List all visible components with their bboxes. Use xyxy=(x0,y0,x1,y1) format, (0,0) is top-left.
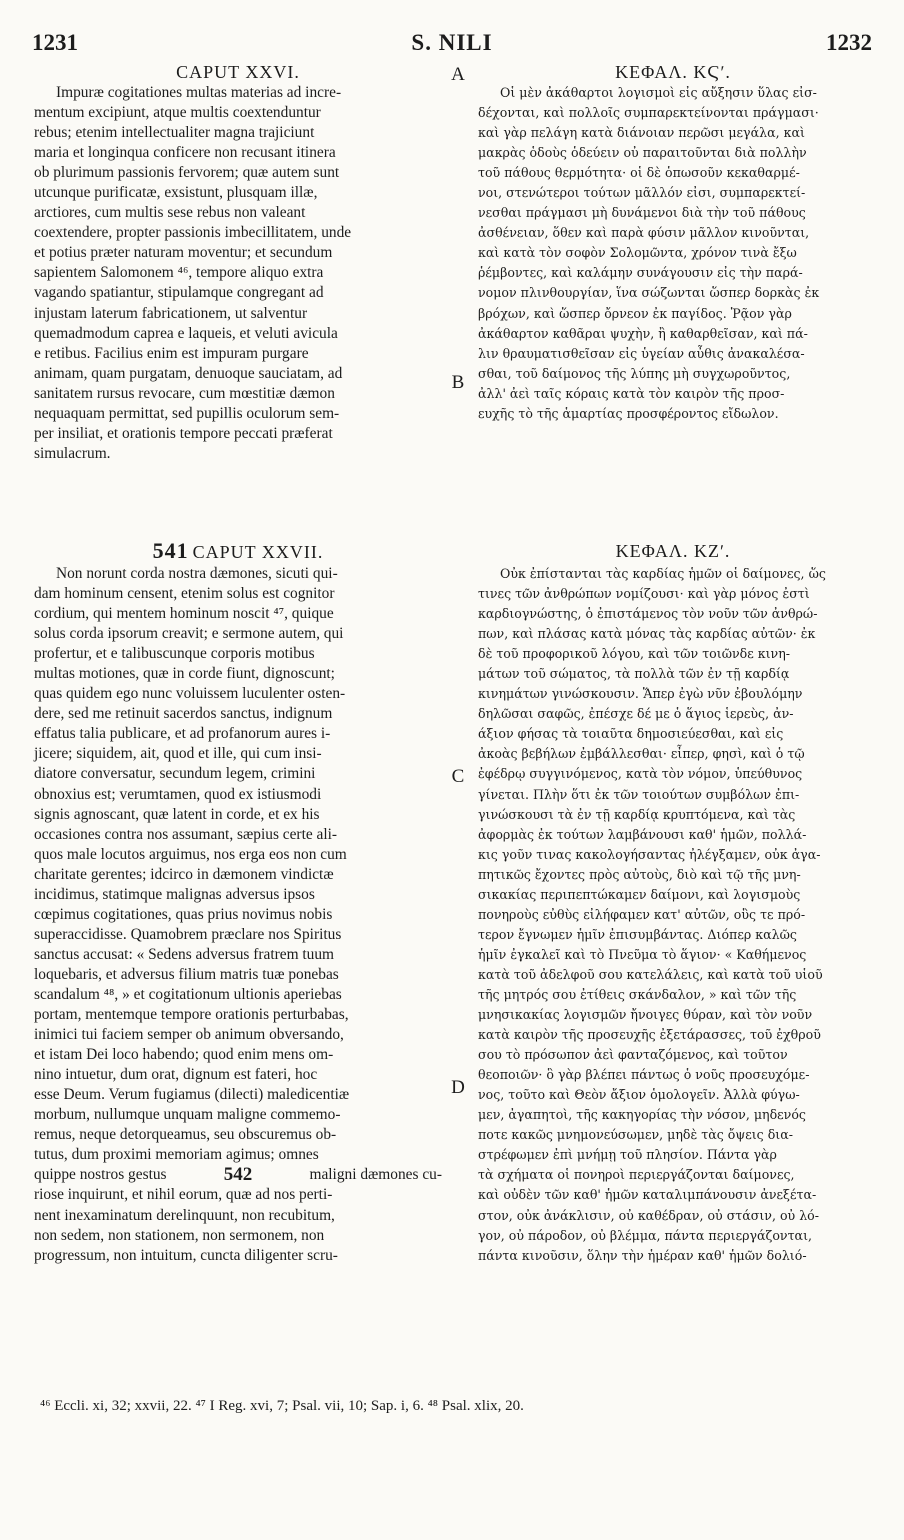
greek-ch27-line: άξιον φήσας τὰ τοιαῦτα δημοσιεύεσθαι, καὶ εἰς xyxy=(478,726,784,742)
latin-inline-column-line xyxy=(34,1165,442,1185)
latin-chapter-27-heading: CAPUT XXVII. xyxy=(192,542,324,562)
greek-ch26-line: Οἱ μὲν ἀκάθαρτοι λογισμοὶ εἰς αὔξησιν ὕλας εἰσ- xyxy=(500,85,817,100)
latin-ch26-line: coextendere, propter passionis imbecillitatem, unde xyxy=(34,224,352,242)
latin-ch26-line: simulacrum. xyxy=(34,444,111,462)
latin-ch26-line: sanitatem rursus revocare, cum mœstitiæ dæmon xyxy=(34,384,335,402)
latin-ch27-line: nent inexaminatum derelinquunt, non recubitum, xyxy=(34,1206,335,1224)
greek-ch26-line: ἀκάθαρτον καθᾶραι ψυχὴν, ἢ καθαρθεῖσαν, καὶ πά- xyxy=(478,325,808,341)
latin-ch26-line: per insiliat, et orationis tempore peccati præferat xyxy=(34,424,333,442)
greek-ch27-line: ἀφορμὰς ἐκ τούτων λαμβάνουσι καθ' ἡμῶν, πολλά- xyxy=(478,826,807,842)
latin-chapter-26 xyxy=(34,62,442,464)
latin-ch27-line: portam, mentemque tempore orationis perturbabas, xyxy=(34,1006,349,1024)
latin-ch27-line: quas quidem ego nunc voluissem luculenter osten- xyxy=(34,685,346,703)
greek-ch27-line: κατὰ τοῦ ἀδελφοῦ σου κατελάλεις, καὶ κατὰ τοῦ υἱοῦ xyxy=(478,966,823,982)
greek-ch27-line: καρδιογνώστης, ὁ ἐπιστάμενος τὸν νοῦν τῶν ἀνθρώ- xyxy=(478,606,818,622)
greek-ch26-line: μακρὰς ὁδοὺς ὁδεύειν οὐ παραιτοῦνται διὰ πολλὴν xyxy=(478,145,807,161)
latin-ch26-line: vagando spatiantur, stipulamque congregant ad xyxy=(34,284,324,302)
greek-ch26-line: ἀσθένειαν, ὅθεν καὶ παρὰ φύσιν μᾶλλον κινοῦνται, xyxy=(478,225,810,241)
latin-ch27-line: non sedem, non stationem, non sermonem, non xyxy=(34,1226,325,1244)
latin-ch27-line: sanctus accusat: « Sedens adversus fratrem tuum xyxy=(34,945,335,963)
greek-ch27-line: κατὰ καιρὸν τῆς προσευχῆς ἐξετάρασσες, τοῦ ἐχθροῦ xyxy=(478,1027,821,1043)
greek-ch27-line: ποτε κακῶς μνημονεύσωμεν, μηδὲ τὰς ὄψεις δια- xyxy=(478,1127,794,1143)
greek-ch27-line: ἐφέδρῳ συγγινόμενος, κατὰ τὸν νόμον, ὑπεύθυνος xyxy=(478,766,803,782)
latin-ch26-line: quemadmodum caprea e laqueis, et veluti avicula xyxy=(34,324,338,342)
latin-chapter-27-text xyxy=(34,564,442,1165)
greek-ch27-line: νος, τοῦτο καὶ Θεὸν ἄξιον ὁμολογεῖν. Ἀλλὰ φύγω- xyxy=(478,1087,800,1103)
footnotes: ⁴⁶ Eccli. xi, 32; xxvii, 22. ⁴⁷ I Reg. xvi, 7; Psal. vii, 10; Sap. i, 6. ⁴⁸ Psal. xlix, 20. xyxy=(40,1398,524,1414)
latin-ch27-line: riose inquirunt, et nihil eorum, quæ ad nos perti- xyxy=(34,1186,333,1204)
greek-ch27-line: σου τὸ πρόσωπον ἀεὶ φανταζόμενος, καὶ τοῦτον xyxy=(478,1047,788,1063)
latin-ch27-line: esse Deum. Verum fugiamus (dilecti) maledicentiæ xyxy=(34,1086,350,1104)
latin-ch27-line: Non norunt corda nostra dæmones, sicuti qui- xyxy=(56,565,338,582)
greek-chapter-26-text xyxy=(478,83,868,424)
latin-ch26-line: Impuræ cogitationes multas materias ad incre- xyxy=(56,84,342,101)
latin-ch27-line: superaccidisse. Quamobrem præclare nos Spiritus xyxy=(34,925,342,943)
latin-ch27-line: effatus talia publicare, et ad profanorum aures i- xyxy=(34,725,331,743)
greek-ch26-line: νεσθαι πράγμασι μὴ δυνάμενοι διὰ τὴν τοῦ πάθους xyxy=(478,205,806,221)
latin-ch27-line: cœpimus cogitationes, quas prius novimus nobis xyxy=(34,905,333,923)
greek-ch27-line: κινημάτων γινώσκουσιν. Ἅπερ ἐγὼ νῦν ἐβουλόμην xyxy=(478,686,803,702)
margin-letter-b: B xyxy=(451,372,465,393)
greek-ch27-line: τὰ σχήματα οἱ πονηροὶ περιεργάζονται δαίμονες, xyxy=(478,1167,795,1183)
latin-ch27-line: remus, neque detorqueamus, seu obscuremus ob- xyxy=(34,1126,337,1144)
greek-ch27-line: πάντα κινοῦσιν, ὅλην τὴν ἡμέραν καθ' ἡμῶν δολιό- xyxy=(478,1247,807,1263)
greek-ch26-line: τοῦ πάθους θερμότητα· οἱ δὲ ὁπωσοῦν κεκαθαρμέ- xyxy=(478,165,800,181)
latin-ch26-line: mentum excipiunt, atque multis coextenduntur xyxy=(34,104,321,122)
greek-ch26-line: ἀλλ' ἀεὶ ταῖς κόραις κατὰ τὸν καιρὸν τῆς προσ- xyxy=(478,385,785,401)
latin-ch26-line: nequaquam permittat, sed pupillis oculorum sem- xyxy=(34,404,340,422)
latin-ch27-line: jicere; siquidem, ait, quod et ille, qui cum insi- xyxy=(34,745,322,763)
latin-ch27-line: loquebaris, et adversus filium matris tuæ ponebas xyxy=(34,965,339,983)
latin-ch27-line: tutus, dum proximi memoriam agimus; omnes xyxy=(34,1146,319,1164)
latin-ch27-line: quos male locutos arguimus, nos erga eos non cum xyxy=(34,845,347,863)
latin-ch27-line: cordium, qui mentem hominum noscit ⁴⁷, quique xyxy=(34,605,334,623)
latin-ch27-line: nino intuetur, dum orat, dignum est fateri, hoc xyxy=(34,1066,318,1084)
latin-ch27-line: signis agnoscant, quæ latent in corde, et ex his xyxy=(34,805,320,823)
greek-ch27-line: στρέφωμεν ἐπὶ μνήμῃ τοῦ πλησίον. Πάντα γὰρ xyxy=(478,1147,777,1163)
margin-letter-c: C xyxy=(451,766,465,787)
latin-ch27-line: progressum, non intuitum, cuncta diligenter scru- xyxy=(34,1246,338,1264)
greek-chapter-27-heading: ΚΕΦΑΛ. ΚΖʹ. xyxy=(615,541,731,561)
greek-ch26-line: σθαι, τοῦ δαίμονος τῆς λύπης μὴ συγχωροῦντος, xyxy=(478,365,791,381)
column-number-541: 541 xyxy=(152,538,189,563)
latin-ch26-line: rebus; etenim intellectualiter magna trajiciunt xyxy=(34,124,315,142)
latin-ch27-line: obnoxius est; verumtamen, quod ex istiusmodi xyxy=(34,785,322,803)
greek-ch27-line: γινώσκουσι τὰ ἐν τῇ καρδίᾳ κρυπτόμενα, καὶ τὰς xyxy=(478,806,796,822)
greek-ch27-line: μεν, ἀγαπητοὶ, τῆς κακηγορίας τὴν νόσον, μηδενός xyxy=(478,1107,806,1123)
greek-ch26-line: λιν θραυματισθεῖσαν εἰς ὑγείαν αὖθις ἀνακαλέσα- xyxy=(478,345,805,361)
latin-ch27-line: multas motiones, quæ in corde fiunt, dignoscunt; xyxy=(34,665,335,683)
greek-ch26-line: καὶ κατὰ τὸν σοφὸν Σολομῶντα, χρόνον τινὰ ἔξω xyxy=(478,245,797,261)
page-header xyxy=(32,30,872,58)
latin-ch26-line: arctiores, cum multis sese rebus non valeant xyxy=(34,204,306,222)
latin-ch26-line: ob plurimum passionis fervorem; quæ autem sunt xyxy=(34,164,340,182)
latin-ch27-line: incidimus, statimque malignas adversus ipsos xyxy=(34,885,315,903)
latin-ch26-line: utcunque purificatæ, exsistunt, plusquam illæ, xyxy=(34,184,318,202)
latin-line-before-number: quippe nostros gestus xyxy=(34,1166,167,1184)
latin-ch27-line: charitate gerentes; idcirco in dæmonem vindictæ xyxy=(34,865,334,883)
greek-ch27-line: θεοποιῶν· ὃ γὰρ βλέπει πάντως ὁ νοῦς προσευχόμε- xyxy=(478,1067,810,1083)
greek-chapter-27 xyxy=(478,538,868,1266)
greek-ch27-line: σικακίας περιπεπτώκαμεν δαίμονι, καὶ λογισμοὺς xyxy=(478,886,801,902)
greek-ch27-line: κις γοῦν τινας κακολογήσαντας ἠλέγξαμεν, οὐκ ἀγα- xyxy=(478,846,821,862)
latin-ch26-line: et potius præter naturam moventur; et secundum xyxy=(34,244,333,262)
latin-ch27-line: scandalum ⁴⁸, » et cogitationum ultionis aperiebas xyxy=(34,985,342,1003)
latin-ch26-line: injustam laterum fabricationem, ut salventur xyxy=(34,304,308,322)
greek-ch26-line: βρόχων, καὶ ὥσπερ ὄρνεον ἐκ παγίδος. Ῥᾷον γὰρ xyxy=(478,305,792,321)
greek-ch27-line: γον, οὐ πάροδον, οὐ βλέμμα, πάντα περιεργάζονται, xyxy=(478,1227,813,1243)
greek-ch27-line: ἀκοὰς βεβήλων ἐμβάλλεσθαι· εἶπερ, φησὶ, καὶ ὁ τῷ xyxy=(478,746,805,762)
greek-chapter-26 xyxy=(478,62,868,424)
greek-ch27-line: μάτων τοῦ σώματος, τὰ πολλὰ τῶν ἐν τῇ καρδίᾳ xyxy=(478,666,790,682)
latin-line-after-number: maligni dæmones cu- xyxy=(309,1166,442,1184)
greek-ch27-line: πονηροὺς εὐθὺς εἰλήφαμεν κατ' αὐτῶν, οὓς τε πρό- xyxy=(478,906,806,922)
latin-chapter-27 xyxy=(34,538,442,1266)
greek-ch27-line: γίνεται. Πλὴν ὅτι ἐκ τῶν τοιούτων συμβόλων ἐπι- xyxy=(478,786,800,802)
greek-ch27-line: πων, καὶ πλάσας κατὰ μόνας τὰς καρδίας αὐτῶν· ἐκ xyxy=(478,626,816,642)
greek-ch27-line: τῆς μητρός σου ἐτίθεις σκάνδαλον, » καὶ τῶν τῆς xyxy=(478,986,797,1002)
latin-chapter-27-text-end xyxy=(34,1185,442,1265)
greek-ch27-line: δὲ τοῦ προφορικοῦ λόγου, καὶ τῶν τοιῶνδε κινη- xyxy=(478,646,791,662)
column-number-542: 542 xyxy=(223,1164,253,1186)
greek-ch26-line: ῥέμβοντες, καὶ καλάμην συνάγουσιν εἰς τὴν παρά- xyxy=(478,265,803,281)
greek-ch26-line: ευχῆς τὸ τῆς ἁμαρτίας προσφέροντος εἴδωλον. xyxy=(478,405,779,421)
greek-ch27-line: δηλῶσαι σαφῶς, ἐπέσχε δέ με ὁ ἅγιος ἱερεὺς, ἀν- xyxy=(478,706,794,722)
running-title: S. NILI xyxy=(411,30,493,55)
greek-ch26-line: καὶ γὰρ πελάγη κατὰ διάνοιαν περῶσι μεγάλα, καὶ xyxy=(478,125,805,141)
greek-chapter-26-heading: ΚΕΦΑΛ. ΚϚʹ. xyxy=(615,62,731,82)
latin-ch27-line: profertur, et e talibuscunque corporis motibus xyxy=(34,645,315,663)
latin-ch27-line: et istam Dei loco habendo; quod enim mens om- xyxy=(34,1046,334,1064)
right-column-number: 1232 xyxy=(826,30,872,55)
greek-ch27-line: πητικῶς ἔχοντες πρὸς αὐτοὺς, διὸ καὶ τῷ τῆς μνη- xyxy=(478,866,801,882)
margin-letter-a: A xyxy=(451,64,465,85)
latin-ch27-line: inimici tui faciem semper ob animum obversando, xyxy=(34,1026,344,1044)
latin-chapter-26-heading: CAPUT XXVI. xyxy=(176,62,300,82)
latin-ch27-line: solus corda ipsorum creavit; e sermone autem, qui xyxy=(34,625,344,643)
latin-ch27-line: occasiones contra nos assumant, sæpius certe ali- xyxy=(34,825,338,843)
latin-ch26-line: maria et longinqua conficere non recusant itinera xyxy=(34,144,336,162)
latin-chapter-26-text xyxy=(34,83,442,464)
greek-ch27-line: στον, οὐκ ἀνάκλισιν, οὐ καθέδραν, οὐ στάσιν, οὐ λό- xyxy=(478,1207,820,1223)
greek-ch27-line: Οὐκ ἐπίστανται τὰς καρδίας ἡμῶν οἱ δαίμονες, ὥς xyxy=(500,566,826,581)
greek-ch26-line: νοι, στενώτεροι τούτων μᾶλλόν εἰσι, συμπαρεκτεί- xyxy=(478,185,806,201)
greek-ch27-line: μνησικακίας λογισμῶν ἤνοιγες θύραν, καὶ τὸν νοῦν xyxy=(478,1007,813,1023)
latin-ch27-line: dere, sed me retinuit sacerdos sanctus, indignum xyxy=(34,705,333,723)
latin-ch27-line: morbum, nullumque unquam maligne commemo- xyxy=(34,1106,341,1124)
left-column-number: 1231 xyxy=(32,30,78,55)
latin-ch26-line: e retibus. Facilius enim est impuram purgare xyxy=(34,344,309,362)
greek-chapter-27-text xyxy=(478,564,868,1266)
latin-ch27-line: diatore conversatur, secundum legem, crimini xyxy=(34,765,316,783)
greek-ch26-line: νομον πλινθουργίαν, ἵνα σώζωνται ὥσπερ δορκὰς ἐκ xyxy=(478,285,820,301)
greek-ch27-line: τερον ἔγνωμεν ἡμῖν ἐπισυμβάντας. Διόπερ καλῶς xyxy=(478,926,797,942)
latin-chapter-27-heading-line xyxy=(34,538,442,564)
margin-letter-d: D xyxy=(451,1077,465,1098)
greek-ch27-line: καὶ οὐδὲν τῶν καθ' ἡμῶν καταλιμπάνουσιν ἀνεξέτα- xyxy=(478,1187,817,1203)
latin-ch26-line: animam, quam purgatam, denuoque sauciatam, ad xyxy=(34,364,343,382)
latin-ch26-line: sapientem Salomonem ⁴⁶, tempore aliquo extra xyxy=(34,264,324,282)
greek-ch26-line: δέχονται, καὶ πολλοῖς συμπαρεκτείνονται πράγμασι· xyxy=(478,105,819,121)
greek-ch27-line: ἡμῖν ἐγκαλεῖ καὶ τὸ Πνεῦμα τὸ ἅγιον· « Καθήμενος xyxy=(478,946,807,962)
greek-ch27-line: τινες τῶν ἀνθρώπων νομίζουσι· καὶ γὰρ μόνος ἐστὶ xyxy=(478,586,810,602)
latin-ch27-line: dam hominum censent, etenim solus est cognitor xyxy=(34,585,335,603)
